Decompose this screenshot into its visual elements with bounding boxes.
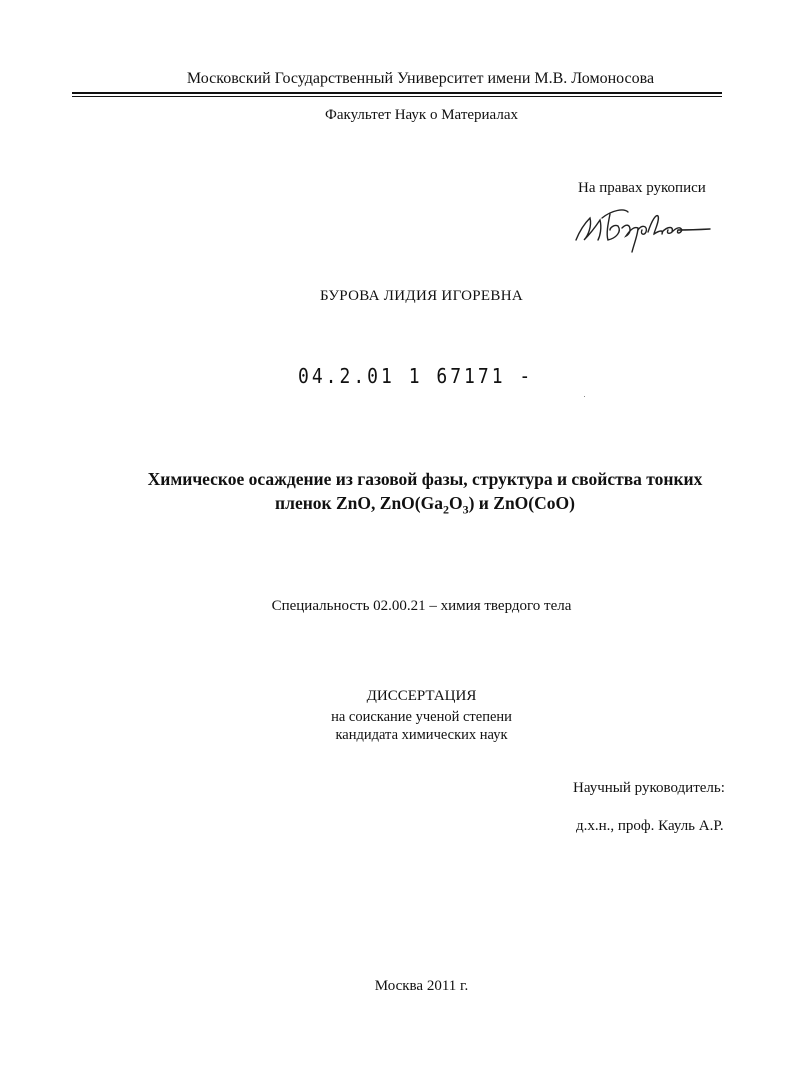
degree-line-1: на соискание ученой степени — [331, 709, 512, 725]
subscript-2: 2 — [442, 502, 449, 517]
header-rule-thin — [72, 96, 722, 97]
author-name: БУРОВА ЛИДИЯ ИГОРЕВНА — [320, 288, 523, 304]
dissertation-heading: ДИССЕРТАЦИЯ — [366, 688, 477, 704]
registration-number: 04.2.01 1 67171 - — [298, 364, 534, 389]
dissertation-title — [100, 467, 750, 522]
handwritten-signature — [572, 200, 712, 256]
title-line-2: пленок ZnO, $ZnO(Ga_2O_3)$ и ZnO(CoO) — [275, 493, 575, 517]
faculty-name: Факультет Наук о Материалах — [325, 107, 518, 123]
city-year: Москва 2011 г. — [374, 978, 469, 994]
scan-speck — [584, 396, 585, 397]
title-line-1: Химическое осаждение из газовой фазы, структура и свойства тонких — [147, 469, 703, 489]
header-rule-thick — [72, 92, 722, 94]
advisor-name: д.х.н., проф. Кауль А.Р. — [576, 818, 724, 834]
university-name: Московский Государственный Университет имени М.В. Ломоносова — [186, 70, 655, 87]
advisor-label: Научный руководитель: — [573, 780, 725, 796]
manuscript-rights-note: На правах рукописи — [578, 180, 706, 196]
degree-line-2: кандидата химических наук — [335, 727, 508, 743]
specialty: Специальность 02.00.21 – химия твердого тела — [271, 598, 572, 614]
subscript-3: 3 — [462, 502, 469, 517]
